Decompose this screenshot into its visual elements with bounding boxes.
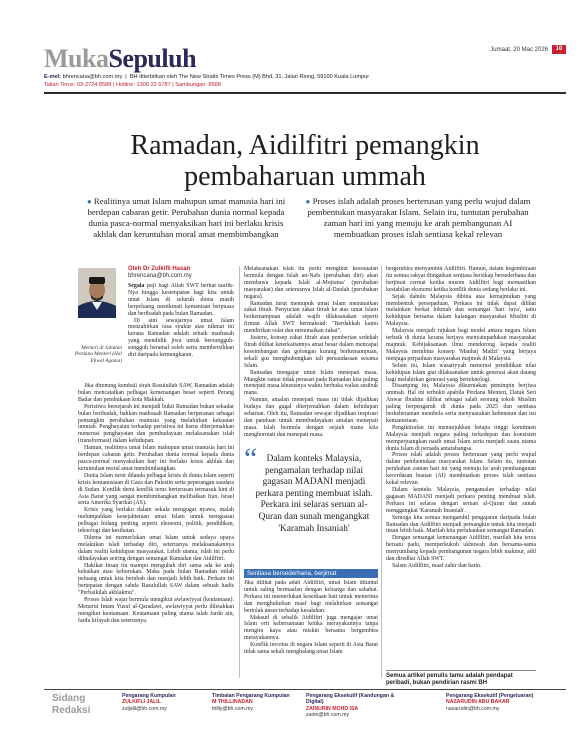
headline-line-2: pembaharuan ummah: [184, 161, 426, 192]
body-column-2b: [244, 580, 378, 678]
paragraph: Peristiwa bersejarah ini menjadi bukti Ramadan bukan sekadar bulan beribadah, bahkan madrasah Ramadan berperanan sebagai pemangkin perubahan manusia yang melahirkan kekuatan ummah. Penghayatan terhadap peristiwa ini harus diterjemahkan menerusi penghayatan dan pembudayaan melaksanakan islah (transformasi) dalam kehidupan.: [78, 403, 234, 445]
staff-entry: [306, 693, 406, 719]
brand-part1: Muka: [44, 44, 109, 73]
paragraph: Pengiktirafan ini menunjukkan betapa tinggi komitmen Malaysia menjadi negara paling terkedepan dan konsisten memperjuangkan nasib umat Islam serta menjadi suara utama dunia Islam di persada antarabangsa.: [386, 424, 536, 452]
staff-name: ZAINURIN MOHD ISA: [306, 705, 359, 712]
byline-author: Oleh Dr Zulkifli Hasan: [128, 266, 191, 272]
bullet-icon: ●: [305, 197, 311, 206]
staff-role: Pengarang Kumpulan: [122, 693, 176, 699]
paragraph: Ramadan mengajar umat Islam menepati masa. Mungkin ramai tidak perasan pada Ramadan kita paling menepati masa khususnya waktu berbuka walau sesibuk mana.: [244, 369, 378, 397]
footer-title-line-2: Redaksi: [52, 704, 91, 716]
quote-mark-icon: “: [244, 442, 258, 475]
publisher-line: BH diterbitkan oleh The New Straits Times Press (M) Bhd, 31, Jalan Riong, 59100 Kuala Lumpur: [129, 74, 370, 80]
byline-email[interactable]: bhrencana@bh.com.my: [128, 273, 192, 279]
paragraph: Semoga kita semua mengambil pengajaran daripada bulan Ramadan dan Aidilfitri menjadi pemangkin untuk kita menjadi insan lebih baik. Marilah kita pertahankan semangat Ramadan.: [386, 514, 536, 535]
body-column-1b: [78, 383, 234, 671]
deck-left-text: Realitinya umat Islam mahupun umat manusia hari ini berdepan cabaran getir. Perubahan dunia normal kepada dunia pasca-normal menyaksikan hari ini berlaku krisis akhlak dan keruntuhan moral amat membimbangkan: [87, 196, 286, 239]
paragraph: Disamping itu, Malaysia dikurniakan pemimpin berjiwa ummah. Hal ini terbukti apabila Perdana Menteri, Datuk Seri Anwar Ibrahim dilihat sebagai salah seorang tokoh Muslim paling berpengaruh di dunia pada 2025 dan sentiasa berkeberanian membela serta menyuarakan kebenaran dan isu kemanusiaan.: [386, 383, 536, 424]
paragraph: Namun, amalan menepati masa ini tidak dijadikan budaya dan gagal diterjemahkan dalam kehidupan seharian. Oleh itu, Ramadan sewajar dijadikan inspirasi dan panduan untuk membudayakan amalan menepati masa. Islah bermula dengan sejauh mana kita menghormati dan menepati masa.: [244, 397, 378, 438]
staff-email[interactable]: zainn@bh.com.my: [306, 712, 350, 719]
paragraph: Proses Islah wajar bermula mengikut awlawiyyat (keutamaan). Menurut Imam Yusuf al-Qaradawi, awlawiyyat perlu diletakkan mengikut keutamaan. Keutamaan paling utama ialah fardu ain, fardu kifayah dan seterusnya.: [78, 597, 234, 624]
byline: [128, 266, 192, 280]
staff-email[interactable]: nazarudin@bh.com.my: [446, 705, 500, 712]
footer-rule: [44, 689, 566, 690]
paragraph: Dalam konteks Malaysia, pengamalan terhadap nilai gagasan MADANI menjadi perkara penting membuat islah. Perkara ini selaras dengan seruan al-Quran dan sunah menggangkat 'Karamah Insaniah'.: [386, 487, 536, 514]
column-divider: [381, 266, 382, 678]
disclaimer: Semua artikel penulis tamu adalah pendapat peribadi, bukan pendirian rasmi BH: [386, 670, 536, 688]
body-column-2a: [244, 266, 378, 438]
masthead-rule: [44, 92, 566, 94]
section-brand: [44, 46, 196, 72]
staff-entry: [122, 693, 210, 712]
photo-caption: Menteri di Jabatan Perdana Menteri (Hal Ehwal Agama): [74, 345, 122, 364]
masthead: [44, 44, 566, 88]
paragraph: Krisis yang berlaku dalam sekala mengugat nyawa, malah melumpuhkan kesejahteraan umat Islam untuk menguasai pelbagai bidang penting seperti ekonomi, politik, pendidikan, teknologi dan kesihatan.: [78, 507, 234, 535]
footer-title-line-1: Sidang: [52, 693, 86, 704]
deck-left: [78, 196, 294, 240]
phone-line: Talian Terus: 03-2724 8588 | Hotline: 1300 22 6787 | Sambungan: 8588: [44, 82, 221, 88]
paragraph: Maksud di sebalik Aidilfitri juga mengajar umat Islam erti kebersamaan ketika merayakannya tanpa mengira kaya atau miskin bersama bergembira merayakannya.: [244, 614, 378, 642]
staff-entry: [212, 693, 300, 712]
staff-name: M THILLINADAN: [212, 699, 253, 706]
paragraph: Melaksanakan islah itu perlu mengikut kesesuaian bermula dengan Islah an-Nafs (perubahan diri) akan membawa kepada Islah al-Mujtama' (perubahan masyarakat) dan seterusnya Islah al-Daulah (perubahan negara).: [244, 266, 378, 300]
pull-quote-text: Dalam konteks Malaysia, pengamalan terhadap nilai gagasan MADANI menjadi perkara penting membuat islah. Perkara ini selaras seruan al-Quran dan sunah mengangkat 'Karamah Insaniah': [255, 454, 373, 534]
paragraph: Malaysia menjadi rujukan bagi model antara negara Islam terbaik di dunia kerana berjaya menyatupadukan masyarakat majmuk. Kebijaksanaan ilmu mendorong kepada realiti Malaysia membina konsep 'Manhaj Malizi' yang berjaya menjaga perpaduan masyarakat majmuk di Malaysia.: [386, 328, 536, 362]
paragraph: Jika dilihat pada adab Aidilfitri, umat Islam dituntut untuk saling bermaafan dengan keluarga dan sahabat. Perkara ini memerlukan kesediaan hati untuk menerima dan menghulurkan maaf bagi melahirkan semangat bertolak ansur terhadap kesalahan.: [244, 580, 378, 614]
paragraph: Hamun, realitinya umat Islam mahupun umat manusia hari ini berdepan cabaran getir. Perubahan dunia normal kepada dunia pasca-normal menyaksikan hari ini berlaku krisis akhlak dan keruntuhan moral amat membimbangkan.: [78, 445, 234, 472]
staff-name: ZULKIFLI JALIL: [122, 699, 161, 706]
staff-role: Timbalan Pengarang Kumpulan: [212, 693, 290, 699]
issue-date: Jumaat, 20 Mac 2026: [490, 47, 548, 53]
staff-name: NAZARUDIN ABU BAKAR: [446, 699, 510, 706]
brand-part2: Sepuluh: [108, 44, 197, 73]
staff-role: Pengarang Eksekutif (Kandungan & Digital): [306, 693, 395, 706]
deck-right-text: Proses islah adalah proses berterusan yang perlu wujud dalam pembentukan masyarakat Islam. Selain itu, tuntutan perubahan zaman hari ini yang menuju ke arah pembangunan AI membuatkan proses islah sentiasa kekal relevan: [307, 196, 531, 239]
paragraph: Dunia Islam turut dilanda pelbagai krisis di dunia Islam seperti krisis kemanusiaan di Gaza dan Palestin serta peperangan saudara di Sudan. Konflik demi konflik terus berterusan termasuk kini di Asia Barat yang sangat membimbangkan melibatkan Iran, Israel serta Amerika Syarikat (AS).: [78, 472, 234, 507]
paragraph: Proses islah adalah proses berterusan yang perlu wujud dalam pembentukan masyarakat Islam. Selain itu, tuntutan perubahan zaman hari ini yang menuju ke arah pembangunan kecerdasan buatan (AI) membuatkan proses islah sentiasa kekal relevan.: [386, 452, 536, 487]
paragraph: Dengan semangat kemenangan Aidilfitri, marilah kita terus bersatu padu, memperkukuh ukhuwah dan bersama-sama menyumbang kepada pembangunan negara lebih makmur, adil dan diredhai Allah SWT.: [386, 535, 536, 563]
paragraph: Ramadan turut memupuk umat Islam menunaikan zakat fitrah. Penyucian zakat fitrah ke atas umat Islam berkemampuan adalah wajib dilaksanakan seperti firman Allah SWT bermaksud: "Berdakkah kamu mendirikan solat dan menunaikan zakat".: [244, 300, 378, 335]
paragraph: Jika direnung kembali sirah Rasulullah SAW, Ramadan adalah bulan mencatatkan pelbagai kemenangan besar seperti Perang Badar dan pembukaan kota Makkah.: [78, 383, 234, 403]
paragraph: Justeru, konsep zakat fitrah atau pemberian sedekah fitrah dilihat keterkaitannya amat besar dalam mencapai keseimbangan dan golongan kurang berkemampuan, sekali gus menghubungkan tali persaudaraan sesama Islam.: [244, 335, 378, 369]
deck-right: [300, 196, 536, 240]
staff-email[interactable]: thilly@bh.com.my: [212, 705, 254, 712]
headline-line-1: Ramadan, Aidilfitri pemangkin: [130, 130, 480, 161]
pull-quote: [244, 444, 378, 562]
paragraph: Konflik tercetus di negara Islam seperti di Asia Barat tidak sama sekali menghalang umat Islam: [244, 642, 378, 656]
bullet-icon: ●: [86, 197, 92, 206]
paragraph: Selain itu, Islam wasatiyyah menerusi pendidikan nilai kehidupan Islam giat dilaksanakan untuk generasi akan datang bagi melahirkan generasi yang berteknologi.: [386, 362, 536, 383]
page-number: 10: [552, 45, 566, 54]
paragraph: Di sini sewajarnya umat Islam menzahirkan rasa syukur atas nikmat ini kerana Ramadan adalah sebaik madrasah yang mendidik jiwa untuk bersungguh-sungguh beramal soleh serta membersihkan diri daripada kemungkaran.: [128, 317, 234, 359]
paragraph: Segala puji bagi Allah SWT berkat taufik-Nya hingga kesempatan bagi kita untuk umat Islam di seluruh dunia masih berpeluang menikmati kemanisan berpuasa dan beribadah pada bulan Ramadan.: [128, 283, 234, 317]
paragraph: Salam Aidilfitri, maaf zahir dan batin.: [392, 562, 482, 569]
contact-line: E-mel: bhrencana@bh.com.my | BH diterbitkan oleh The New Straits Times Press (M) Bhd, 31, Jalan Riong, 59100 Kuala Lumpur: [44, 74, 370, 80]
email-link[interactable]: bhrencana@bh.com.my: [62, 74, 123, 80]
subhead: Sentiasa bersederhana, berjimat: [244, 569, 378, 578]
paragraph: Sejak dahulu Malaysia dibina atas kemajmukan yang membentuk persepaduan. Perkara ini tidak dapat dilihat melainkan berkat hikmah dan semangat 'hari raya', iaitu kehidupan bersama dalam kalangan masyarakat Muslim di Malaysia.: [386, 293, 536, 328]
paragraph: bergembira menyambut Aidilfitri. Hamun, dalam kegembiraan itu semua rakyat diingatkan sentiasa bersikap bersederhana dan berjimat cermat ketika musim Aidilfitri bagi memastikan kestabilan ekonomi ketika konflik dunia sedang berlaku ini.: [386, 266, 536, 293]
staff-email[interactable]: zuljalil@bh.com.my: [122, 705, 167, 712]
headline: [44, 130, 566, 192]
column-divider: [239, 266, 240, 678]
body-column-1a: [128, 283, 234, 379]
staff-role: Pengarang Eksekutif (Pengeluaran): [446, 693, 534, 699]
staff-entry: [446, 693, 546, 712]
paragraph: Dilema ini memerlukan umat Islam untuk sedaya upaya melakukan islah terhadap diri, seterusnya melaksanakannya dalam realiti kehidupan masyarakat. Lebih utama, islah ini perlu dibudayakan seiring dengan semangat Ramadan dan Aidilfitri.: [78, 534, 234, 562]
footer-section-title: [52, 693, 90, 716]
paragraph: Hakikat Insan itu mampu mengubah diri sama ada ke arah kebaikan atau keburukan. Maka pada bulan Ramadan inilah peluang untuk kita berubah dan menjadi lebih baik. Perkara ini bertepatan dengan sabda Rasulullah SAW dalam sebuah hadis "Perbaikilah akhlakmu".: [78, 562, 234, 597]
email-label: E-mel:: [44, 74, 62, 80]
body-column-3: [386, 266, 536, 668]
author-portrait-icon: [78, 268, 116, 318]
lead-in-word: Segala: [128, 283, 145, 289]
author-photo: [78, 268, 116, 318]
